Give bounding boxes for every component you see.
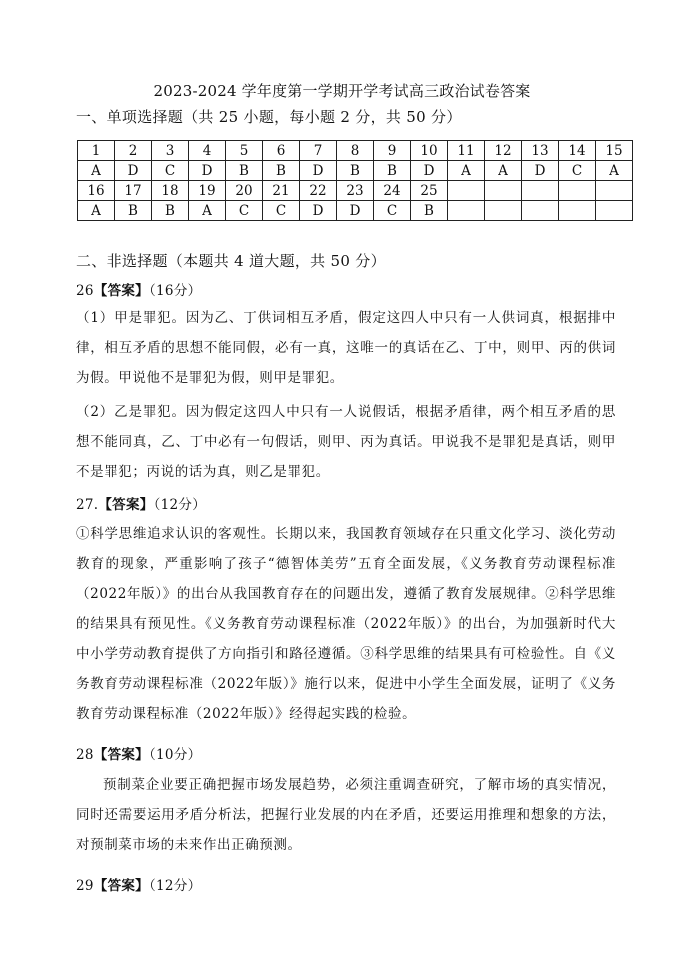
q28-number: 28 [76, 747, 94, 763]
answer-table-cell: 20 [226, 181, 263, 201]
answer-table-cell [596, 201, 633, 221]
answer-table-cell: 7 [300, 141, 337, 161]
answer-table-cell: B [226, 161, 263, 181]
answer-table-cell: 14 [559, 141, 596, 161]
answer-table-cell: C [559, 161, 596, 181]
answer-table-cell: 6 [263, 141, 300, 161]
answer-table-cell [448, 201, 485, 221]
answer-table-cell: 22 [300, 181, 337, 201]
q27-label [76, 493, 206, 513]
answer-table-cell: A [189, 201, 226, 221]
answer-table-cell: D [337, 201, 374, 221]
answer-table [77, 140, 633, 221]
answer-table-cell: 8 [337, 141, 374, 161]
answer-table-number-row [78, 181, 633, 201]
answer-table-cell: 15 [596, 141, 633, 161]
answer-table-cell: 21 [263, 181, 300, 201]
q26-answer-tag: 【答案】 [93, 283, 149, 299]
answer-table-cell: C [226, 201, 263, 221]
answer-table-cell: 5 [226, 141, 263, 161]
answer-table-cell: A [596, 161, 633, 181]
answer-table-cell: D [189, 161, 226, 181]
answer-table-cell: B [337, 161, 374, 181]
answer-table-cell: D [300, 201, 337, 221]
answer-table-cell [522, 201, 559, 221]
answer-table-cell [596, 181, 633, 201]
q29-label [76, 874, 201, 894]
answer-table-cell: B [263, 161, 300, 181]
q27-answer-tag: 【答案】 [98, 497, 154, 513]
q26-part-1: （1）甲是罪犯。因为乙、丁供词相互矛盾，假定这四人中只有一人供词真，根据排中律，相互矛盾的思想不能同假，必有一真，这唯一的真话在乙、丁中，则甲、丙的供词为假。甲说他不是罪犯为假，则甲是罪犯。 [76, 310, 616, 386]
q26-score: （16分） [148, 283, 202, 299]
answer-table-answer-row [78, 201, 633, 221]
answer-table-cell: A [448, 161, 485, 181]
answer-table-cell: A [78, 161, 115, 181]
answer-table-cell: D [522, 161, 559, 181]
answer-table-cell: C [152, 161, 189, 181]
answer-table-cell: 3 [152, 141, 189, 161]
answer-table-cell: A [78, 201, 115, 221]
answer-table-cell: 17 [115, 181, 152, 201]
answer-table-cell: 1 [78, 141, 115, 161]
answer-table-cell: 4 [189, 141, 226, 161]
answer-table-cell: B [115, 201, 152, 221]
q29-score: （12分） [148, 878, 202, 894]
q26-part-2: （2）乙是罪犯。因为假定这四人中只有一人说假话，根据矛盾律，两个相互矛盾的思想不能同真，乙、丁中必有一句假话，则甲、丙为真话。甲说我不是罪犯是真话，则甲不是罪犯；丙说的话为真，则乙是罪犯。 [76, 404, 616, 480]
answer-table-cell: B [411, 201, 448, 221]
answer-table-cell: 19 [189, 181, 226, 201]
answer-table-cell [559, 201, 596, 221]
q26-label [76, 279, 201, 299]
q29-answer-tag: 【答案】 [93, 878, 149, 894]
answer-table-cell: 16 [78, 181, 115, 201]
answer-table-cell: 18 [152, 181, 189, 201]
answer-table-cell: D [300, 161, 337, 181]
answer-table-cell [485, 201, 522, 221]
q28-answer: 预制菜企业要正确把握市场发展趋势，必须注重调查研究，了解市场的真实情况，同时还需要运用矛盾分析法，把握行业发展的内在矛盾，还要运用推理和想象的方法，对预制菜市场的未来作出正确预测。 [76, 777, 616, 853]
answer-table-cell: C [263, 201, 300, 221]
answer-table-cell: C [374, 201, 411, 221]
answer-table-cell: 12 [485, 141, 522, 161]
answer-table-cell: B [374, 161, 411, 181]
answer-table-number-row [78, 141, 633, 161]
answer-table-cell: 9 [374, 141, 411, 161]
answer-table-answer-row [78, 161, 633, 181]
section-1-heading: 一、单项选择题（共 25 小题，每小题 2 分，共 50 分） [76, 108, 462, 126]
q28-label [76, 743, 201, 763]
answer-table-cell: B [152, 201, 189, 221]
page-title: 2023-2024 学年度第一学期开学考试高三政治试卷答案 [153, 82, 531, 100]
answer-table-cell [485, 181, 522, 201]
answer-table-cell: A [485, 161, 522, 181]
answer-table-cell: 24 [374, 181, 411, 201]
q28-score: （10分） [148, 747, 202, 763]
section-2-heading: 二、非选择题（本题共 4 道大题，共 50 分） [76, 252, 386, 270]
answer-table-cell [522, 181, 559, 201]
q29-number: 29 [76, 878, 94, 894]
q26-number: 26 [76, 283, 94, 299]
answer-table-cell: 13 [522, 141, 559, 161]
answer-table-cell [559, 181, 596, 201]
q27-score: （12分） [153, 497, 207, 513]
q27-answer: ①科学思维追求认识的客观性。长期以来，我国教育领域存在只重文化学习、淡化劳动教育的现象，严重影响了孩子“德智体美劳”五育全面发展，《义务教育劳动课程标准（2022年版）》的出台从我国教育存在的问题出发，遵循了教育发展规律。②科学思维的结果具有预见性。《义务教育劳动课程标准（2022年版）》的出台，为加强新时代大中小学劳动教育提供了方向指引和路径遵循。③科学思维的结果具有可检验性。自《义务教育劳动课程标准（2022年版）》施行以来，促进中小学生全面发展，证明了《义务教育劳动课程标准（2022年版）》经得起实践的检验。 [76, 526, 616, 722]
answer-table-cell: D [115, 161, 152, 181]
answer-table-cell: 10 [411, 141, 448, 161]
q28-answer-tag: 【答案】 [93, 747, 149, 763]
q27-number: 27. [76, 497, 99, 513]
answer-table-cell: 2 [115, 141, 152, 161]
answer-table-cell [448, 181, 485, 201]
answer-table-cell: 11 [448, 141, 485, 161]
answer-table-cell: D [411, 161, 448, 181]
answer-table-cell: 23 [337, 181, 374, 201]
answer-table-cell: 25 [411, 181, 448, 201]
